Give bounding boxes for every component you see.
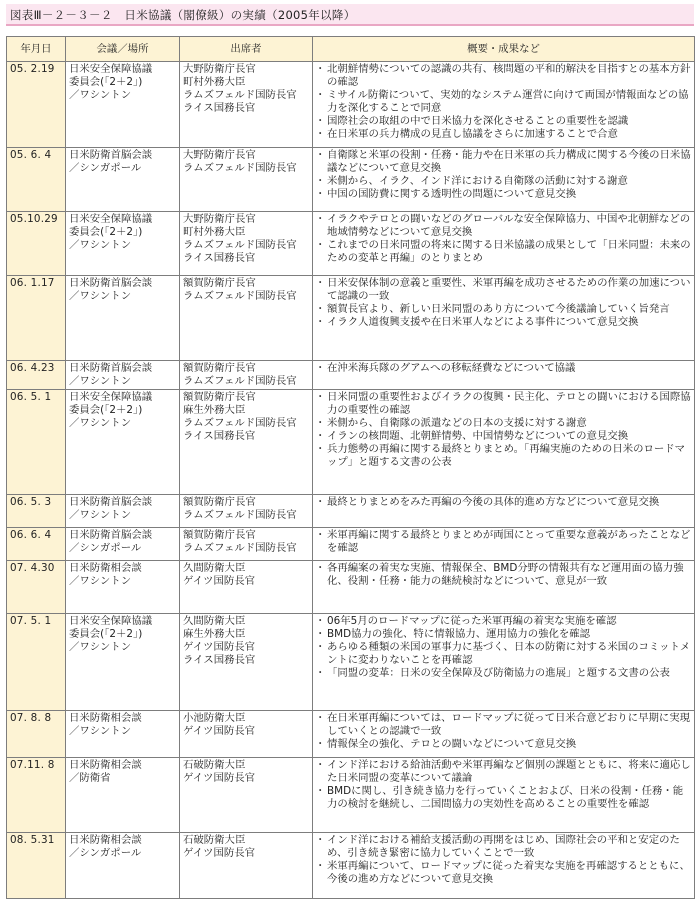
summary-item: ・ 米軍再編について、ロードマップに従った着実な実施を再確認するとともに、今後の進め方などについて意見交換 — [316, 860, 691, 886]
meeting-line: 日米安全保障協議 — [69, 63, 153, 75]
summary-cell — [313, 528, 695, 561]
summary-list — [316, 712, 691, 751]
figure-title: 図表Ⅲ－２－３－２ 日米協議（閣僚級）の実績（2005年以降） — [6, 4, 694, 26]
attendee-name: ラムズフェルド国防長官 — [183, 509, 297, 521]
meeting-line: 日米防衛相会談 — [69, 759, 142, 771]
meeting-line: ／ワシントン — [69, 575, 132, 587]
attendee-name: ラムズフェルド国防長官 — [183, 375, 297, 387]
meeting-cell — [66, 361, 180, 390]
table-row — [7, 361, 695, 390]
summary-item: ・ イラクやテロとの闘いなどのグローバルな安全保障協力、中国や北朝鮮などの地域情勢などについて意見交換 — [316, 213, 691, 239]
meeting-line: ／ワシントン — [69, 239, 132, 251]
meeting-cell — [66, 212, 180, 276]
summary-item: ・ 在沖米海兵隊のグアムへの移転経費などについて協議 — [316, 362, 691, 375]
summary-item: ・ 国際社会の取組の中で日米協力を深化させることの重要性を認識 — [316, 115, 691, 128]
table-body — [7, 62, 695, 899]
attendee-name: ゲイツ国防長官 — [183, 772, 256, 784]
meeting-line: ／シンガポール — [69, 162, 142, 174]
summary-cell — [313, 614, 695, 711]
date-cell: 05.10.29 — [7, 212, 66, 276]
summary-item: ・ あらゆる種類の米国の軍事力に基づく、日本の防衛に対する米国のコミットメントに変わりないことを再確認 — [316, 641, 691, 667]
summary-item: ・ 在日米軍再編については、ロードマップに従って日米合意どおりに早期に実現していくとの認識で一致 — [316, 712, 691, 738]
attendee-name: 石破防衛大臣 — [183, 759, 246, 771]
meeting-line: 日米防衛相会談 — [69, 562, 142, 574]
summary-cell — [313, 711, 695, 758]
meeting-cell — [66, 711, 180, 758]
header-meeting: 会議／場所 — [66, 37, 180, 62]
summary-item: ・ 在日米軍の兵力構成の見直し協議をさらに加速することで合意 — [316, 128, 691, 141]
table-row — [7, 276, 695, 361]
attendee-name: ライス国務長官 — [183, 102, 256, 114]
attendee-name: ラムズフェルド国防長官 — [183, 542, 297, 554]
summary-cell — [313, 495, 695, 528]
table-row — [7, 711, 695, 758]
attendee-name: 町村外務大臣 — [183, 226, 246, 238]
date-cell: 06. 5. 3 — [7, 495, 66, 528]
date-cell: 07. 5. 1 — [7, 614, 66, 711]
meeting-line: ／ワシントン — [69, 509, 132, 521]
attendee-name: 麻生外務大臣 — [183, 404, 246, 416]
table-row — [7, 614, 695, 711]
attendee-name: ラムズフェルド国防長官 — [183, 417, 297, 429]
meeting-line: 日米安全保障協議 — [69, 391, 153, 403]
meeting-line: ／防衛省 — [69, 772, 111, 784]
summary-cell — [313, 212, 695, 276]
table-row — [7, 148, 695, 212]
summary-item: ・ インド洋における給油活動や米軍再編など個別の課題とともに、将来に適応した日米同盟の変革について議論 — [316, 759, 691, 785]
summary-item: ・ 兵力態勢の再編に関する最終とりまとめ。「再編実施のための日米のロードマップ」と題する文書の公表 — [316, 443, 691, 469]
attendee-name: 額賀防衛庁長官 — [183, 277, 256, 289]
attendee-name: 小池防衛大臣 — [183, 712, 246, 724]
summary-item: ・ 米軍再編に関する最終とりまとめが両国にとって重要な意義があったことなどを確認 — [316, 529, 691, 555]
meeting-line: ／ワシントン — [69, 641, 132, 653]
attendees-cell — [180, 495, 313, 528]
attendee-name: 額賀防衛庁長官 — [183, 391, 256, 403]
meeting-line: 日米防衛首脳会談 — [69, 529, 153, 541]
attendees-cell — [180, 833, 313, 899]
attendee-name: ゲイツ国防長官 — [183, 847, 256, 859]
meeting-line: 日米防衛首脳会談 — [69, 149, 153, 161]
attendees-cell — [180, 528, 313, 561]
table-row — [7, 62, 695, 148]
table-row — [7, 212, 695, 276]
meetings-table — [6, 36, 695, 899]
summary-cell — [313, 62, 695, 148]
date-cell: 08. 5.31 — [7, 833, 66, 899]
attendee-name: ゲイツ国防長官 — [183, 641, 256, 653]
attendee-name: 久間防衛大臣 — [183, 562, 246, 574]
attendee-name: 町村外務大臣 — [183, 76, 246, 88]
attendee-name: ライス国務長官 — [183, 430, 256, 442]
meeting-line: 委員会(「2＋2」) — [69, 76, 143, 88]
attendee-name: ラムズフェルド国防長官 — [183, 89, 297, 101]
summary-item: ・ ミサイル防衛について、実効的なシステム運営に向けて両国が情報面などの協力を深化することで同意 — [316, 89, 691, 115]
meeting-line: 委員会(「2＋2」) — [69, 628, 143, 640]
summary-item: ・ 額賀長官より、新しい日米同盟のあり方について今後議論していく旨発言 — [316, 303, 691, 316]
meeting-line: ／シンガポール — [69, 847, 142, 859]
attendees-cell — [180, 148, 313, 212]
meeting-line: 日米防衛首脳会談 — [69, 277, 153, 289]
attendee-name: ラムズフェルド国防長官 — [183, 162, 297, 174]
header-attendees: 出席者 — [180, 37, 313, 62]
summary-list — [316, 63, 691, 141]
meeting-cell — [66, 495, 180, 528]
summary-item: ・ これまでの日米同盟の将来に関する日米協議の成果として「日米同盟：未来のための変革と再編」のとりまとめ — [316, 239, 691, 265]
date-cell: 07.11. 8 — [7, 758, 66, 833]
summary-cell — [313, 833, 695, 899]
summary-item: ・ BMDに関し、引き続き協力を行っていくことおよび、日米の役割・任務・能力の検討を継続し、二国間協力の実効性を高めることの重要性を確認 — [316, 785, 691, 811]
meeting-cell — [66, 833, 180, 899]
summary-cell — [313, 561, 695, 614]
attendee-name: 大野防衛庁長官 — [183, 149, 256, 161]
meeting-cell — [66, 561, 180, 614]
meeting-cell — [66, 62, 180, 148]
attendee-name: ラムズフェルド国防長官 — [183, 239, 297, 251]
meeting-line: ／ワシントン — [69, 89, 132, 101]
summary-item: ・ 情報保全の強化、テロとの闘いなどについて意見交換 — [316, 738, 691, 751]
meeting-line: 日米安全保障協議 — [69, 213, 153, 225]
attendee-name: 久間防衛大臣 — [183, 615, 246, 627]
date-cell: 06. 1.17 — [7, 276, 66, 361]
summary-cell — [313, 276, 695, 361]
summary-list — [316, 529, 691, 555]
meeting-cell — [66, 390, 180, 495]
summary-item: ・ 米側から、イラク、インド洋における自衛隊の活動に対する謝意 — [316, 175, 691, 188]
meeting-line: ／ワシントン — [69, 375, 132, 387]
attendee-name: ゲイツ国防長官 — [183, 575, 256, 587]
summary-cell — [313, 758, 695, 833]
summary-list — [316, 759, 691, 811]
table-row — [7, 528, 695, 561]
attendee-name: ライス国務長官 — [183, 654, 256, 666]
summary-list — [316, 562, 691, 588]
meeting-line: 日米安全保障協議 — [69, 615, 153, 627]
date-cell: 07. 4.30 — [7, 561, 66, 614]
summary-item: ・ 自衛隊と米軍の役割・任務・能力や在日米軍の兵力構成に関する今後の日米協議などについて意見交換 — [316, 149, 691, 175]
meeting-line: 日米防衛相会談 — [69, 834, 142, 846]
header-summary: 概要・成果など — [313, 37, 695, 62]
summary-item: ・ イラク人道復興支援や在日米軍人などによる事件について意見交換 — [316, 316, 691, 329]
meeting-cell — [66, 758, 180, 833]
summary-cell — [313, 390, 695, 495]
table-row — [7, 561, 695, 614]
attendee-name: 麻生外務大臣 — [183, 628, 246, 640]
summary-item: ・ BMD協力の強化、特に情報協力、運用協力の強化を確認 — [316, 628, 691, 641]
date-cell: 06. 6. 4 — [7, 528, 66, 561]
meeting-line: ／ワシントン — [69, 417, 132, 429]
date-cell: 06. 5. 1 — [7, 390, 66, 495]
attendee-name: 額賀防衛庁長官 — [183, 362, 256, 374]
attendees-cell — [180, 614, 313, 711]
meeting-line: 委員会(「2＋2」) — [69, 404, 143, 416]
meeting-line: 日米防衛首脳会談 — [69, 496, 153, 508]
meeting-line: ／ワシントン — [69, 290, 132, 302]
attendee-name: 大野防衛庁長官 — [183, 213, 256, 225]
attendees-cell — [180, 758, 313, 833]
table-row — [7, 833, 695, 899]
summary-list — [316, 362, 691, 375]
date-cell: 06. 4.23 — [7, 361, 66, 390]
attendees-cell — [180, 212, 313, 276]
meeting-line: 日米防衛相会談 — [69, 712, 142, 724]
summary-item: ・ 米側から、自衛隊の派遣などの日本の支援に対する謝意 — [316, 417, 691, 430]
summary-list — [316, 834, 691, 886]
meeting-cell — [66, 614, 180, 711]
attendee-name: 大野防衛庁長官 — [183, 63, 256, 75]
table-row — [7, 758, 695, 833]
meeting-cell — [66, 148, 180, 212]
table-row — [7, 390, 695, 495]
summary-item: ・ 日米安保体制の意義と重要性、米軍再編を成功させるための作業の加速について認識の一致 — [316, 277, 691, 303]
header-row — [7, 37, 695, 62]
meeting-cell — [66, 276, 180, 361]
date-cell: 05. 2.19 — [7, 62, 66, 148]
meeting-line: 委員会(「2＋2」) — [69, 226, 143, 238]
attendees-cell — [180, 361, 313, 390]
attendees-cell — [180, 711, 313, 758]
summary-cell — [313, 361, 695, 390]
attendee-name: 額賀防衛庁長官 — [183, 496, 256, 508]
header-date: 年月日 — [7, 37, 66, 62]
summary-item: ・ 日米同盟の重要性およびイラクの復興・民主化、テロとの闘いにおける国際協力の重要性の確認 — [316, 391, 691, 417]
meeting-line: ／ワシントン — [69, 725, 132, 737]
summary-item: ・ 06年5月のロードマップに従った米軍再編の着実な実施を確認 — [316, 615, 691, 628]
summary-list — [316, 496, 691, 509]
summary-list — [316, 149, 691, 201]
summary-item: ・ 各再編案の着実な実施、情報保全、BMD分野の情報共有など運用面の協力強化、役割・任務・能力の継続検討などについて、意見が一致 — [316, 562, 691, 588]
summary-item: ・ 「同盟の変革：日米の安全保障及び防衛協力の進展」と題する文書の公表 — [316, 667, 691, 680]
attendees-cell — [180, 276, 313, 361]
summary-item: ・ 中国の国防費に関する透明性の問題について意見交換 — [316, 188, 691, 201]
summary-list — [316, 615, 691, 680]
attendee-name: 額賀防衛庁長官 — [183, 529, 256, 541]
summary-item: ・ イランの核問題、北朝鮮情勢、中国情勢などについての意見交換 — [316, 430, 691, 443]
attendees-cell — [180, 561, 313, 614]
summary-item: ・ 最終とりまとめをみた再編の今後の具体的進め方などについて意見交換 — [316, 496, 691, 509]
attendee-name: 石破防衛大臣 — [183, 834, 246, 846]
attendee-name: ライス国務長官 — [183, 252, 256, 264]
summary-item: ・ 北朝鮮情勢についての認識の共有、核問題の平和的解決を目指すとの基本方針の確認 — [316, 63, 691, 89]
table-row — [7, 495, 695, 528]
summary-list — [316, 391, 691, 469]
meeting-line: 日米防衛首脳会談 — [69, 362, 153, 374]
attendees-cell — [180, 62, 313, 148]
date-cell: 07. 8. 8 — [7, 711, 66, 758]
summary-list — [316, 277, 691, 329]
summary-item: ・ インド洋における補給支援活動の再開をはじめ、国際社会の平和と安定のため、引き続き緊密に協力していくことで一致 — [316, 834, 691, 860]
meeting-line: ／シンガポール — [69, 542, 142, 554]
attendee-name: ゲイツ国防長官 — [183, 725, 256, 737]
attendee-name: ラムズフェルド国防長官 — [183, 290, 297, 302]
summary-cell — [313, 148, 695, 212]
meeting-cell — [66, 528, 180, 561]
summary-list — [316, 213, 691, 265]
date-cell: 05. 6. 4 — [7, 148, 66, 212]
attendees-cell — [180, 390, 313, 495]
